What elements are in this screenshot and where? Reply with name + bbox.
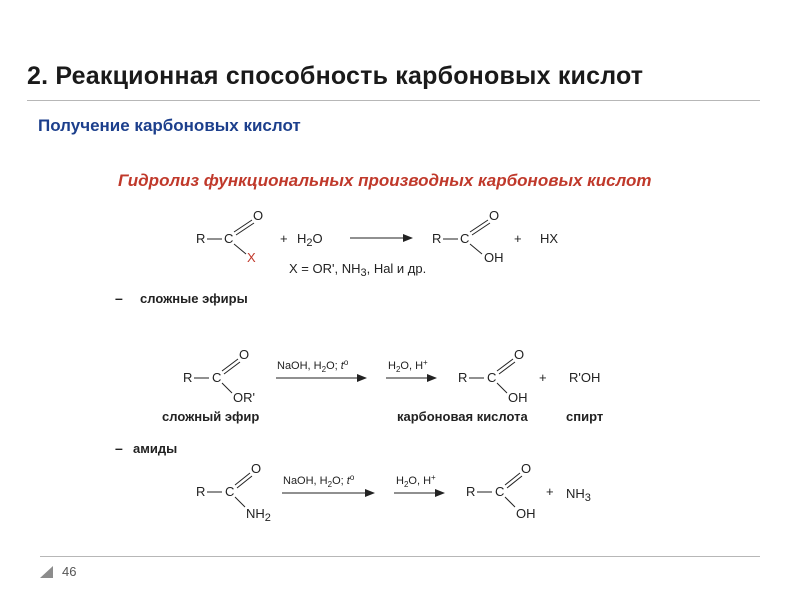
bullet-dash: – [115, 290, 123, 306]
reactant-r: R [196, 231, 206, 246]
alcohol-caption: спирт [566, 409, 604, 424]
product-c: C [495, 484, 505, 499]
amides-label: амиды [133, 441, 178, 456]
footer-divider [40, 556, 760, 557]
page-number: 46 [62, 564, 77, 579]
section-heading: Гидролиз функциональных производных карбоновых кислот [118, 171, 652, 190]
product-hydroxyl: OH [516, 506, 536, 521]
esters-label: сложные эфиры [140, 291, 248, 306]
product-oxygen: O [521, 461, 532, 476]
step2-conditions: $H_2O$, H+ [388, 358, 428, 374]
product-oxygen: O [514, 347, 525, 362]
x-definition: X = OR', $NH_3$, Hal и др. [289, 261, 427, 279]
product-r: R [466, 484, 476, 499]
product-r: R [432, 231, 442, 246]
product-c: C [487, 370, 497, 385]
reactant-oxygen: O [253, 208, 264, 223]
product-hydroxyl: OH [484, 250, 504, 265]
triangle-arrow-icon [40, 566, 54, 578]
product-r: R [458, 370, 468, 385]
ester-hydrolysis-reaction [162, 347, 603, 424]
step2-conditions: $H_2O$, H+ [396, 473, 436, 489]
plus-sign: + [546, 484, 554, 499]
reactant-c: C [225, 484, 235, 499]
step1-conditions: NaOH, $H_2O$; $t^o$ [283, 473, 355, 489]
product-oxygen: O [489, 208, 500, 223]
reactant-x-group: X [247, 250, 256, 265]
reactant-c: C [224, 231, 234, 246]
byproduct-alcohol: R'OH [569, 370, 601, 385]
ester-caption: сложный эфир [162, 409, 260, 424]
reactant-c: C [212, 370, 222, 385]
reactant-r: R [196, 484, 206, 499]
byproduct-hx: HX [540, 231, 559, 246]
reactant-amino: $NH_2$ [246, 506, 271, 524]
product-c: C [460, 231, 470, 246]
reactant-oxygen: O [239, 347, 250, 362]
water-formula: $H_2O$ [297, 231, 323, 249]
plus-sign: + [539, 370, 547, 385]
step1-conditions: NaOH, $H_2O$; $t^o$ [277, 358, 349, 374]
byproduct-ammonia: $NH_3$ [566, 486, 591, 504]
reactant-r: R [183, 370, 193, 385]
reactant-oxygen: O [251, 461, 262, 476]
bullet-dash: – [115, 440, 123, 456]
general-hydrolysis-reaction [196, 208, 558, 279]
slide-title: 2. Реакционная способность карбоновых кислот [27, 62, 644, 90]
plus-sign: + [514, 231, 522, 246]
product-hydroxyl: OH [508, 390, 528, 405]
acid-caption: карбоновая кислота [397, 409, 528, 424]
amide-hydrolysis-reaction [196, 461, 591, 524]
slide-subtitle: Получение карбоновых кислот [38, 116, 301, 135]
reactant-alkoxy: OR' [233, 390, 255, 405]
plus-sign: + [280, 231, 288, 246]
